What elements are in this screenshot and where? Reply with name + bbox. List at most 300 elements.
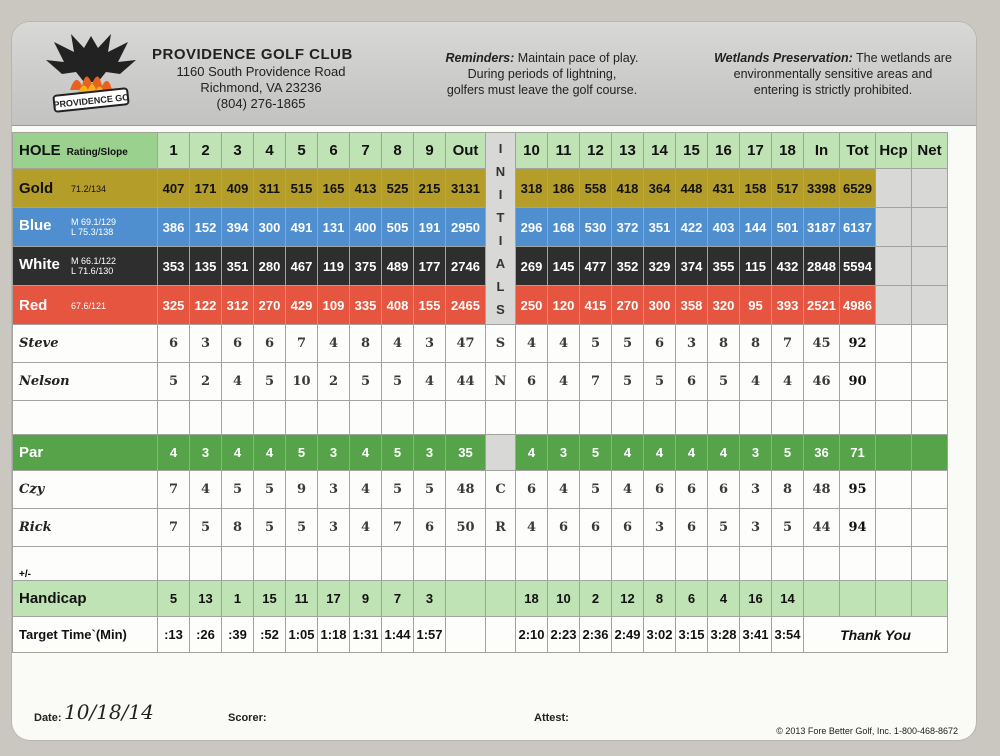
score-cell[interactable]: 6 (516, 363, 548, 401)
score-cell[interactable]: 4 (318, 325, 350, 363)
tee-rating (71, 184, 106, 194)
handicap-value: 5 (158, 581, 190, 617)
par-value: 3 (414, 435, 446, 471)
hcp-cell[interactable] (876, 325, 912, 363)
yardage: 135 (190, 247, 222, 286)
score-cell[interactable]: 5 (222, 471, 254, 509)
yardage: 144 (740, 208, 772, 247)
score-cell[interactable] (222, 401, 254, 435)
score-cell[interactable]: 4 (382, 325, 414, 363)
yardage: 131 (318, 208, 350, 247)
yardage: 300 (254, 208, 286, 247)
yardage: 120 (548, 286, 580, 325)
score-cell[interactable]: 6 (676, 363, 708, 401)
initials-letter: I (498, 140, 503, 156)
score-cell[interactable] (676, 547, 708, 581)
par-label: Par (13, 435, 158, 471)
score-cell[interactable]: 5 (254, 509, 286, 547)
score-cell[interactable] (580, 547, 612, 581)
yardage: 477 (580, 247, 612, 286)
target-time-value: 3:28 (708, 617, 740, 653)
par-value: 4 (350, 435, 382, 471)
net-cell (912, 247, 948, 286)
net-cell[interactable] (912, 325, 948, 363)
yardage: 394 (222, 208, 254, 247)
score-cell[interactable]: 2 (318, 363, 350, 401)
score-cell[interactable]: 8 (772, 471, 804, 509)
wetlands-notice (702, 50, 964, 98)
score-cell[interactable] (740, 547, 772, 581)
hcp-cell (876, 169, 912, 208)
hole-number-16: 16 (708, 133, 740, 169)
yardage: 351 (222, 247, 254, 286)
yardage: 408 (382, 286, 414, 325)
score-cell[interactable]: 5 (158, 363, 190, 401)
initials-letter: I (498, 232, 503, 248)
score-cell[interactable] (254, 547, 286, 581)
score-cell[interactable]: 4 (414, 363, 446, 401)
out-yardage: 3131 (446, 169, 486, 208)
in-score[interactable]: 44 (804, 509, 840, 547)
target-time-value: :52 (254, 617, 286, 653)
score-cell[interactable]: 4 (548, 363, 580, 401)
hole-label: HOLE (19, 142, 61, 159)
score-cell[interactable] (676, 401, 708, 435)
score-cell[interactable]: 8 (708, 325, 740, 363)
total-score[interactable]: 94 (840, 509, 876, 547)
score-cell[interactable]: 4 (190, 471, 222, 509)
handicap-value: 7 (382, 581, 414, 617)
score-cell[interactable]: 2 (190, 363, 222, 401)
score-cell[interactable]: 7 (580, 363, 612, 401)
net-cell[interactable] (912, 471, 948, 509)
score-cell[interactable] (644, 401, 676, 435)
score-cell[interactable] (516, 401, 548, 435)
yardage: 403 (708, 208, 740, 247)
score-cell[interactable]: 3 (740, 509, 772, 547)
score-cell[interactable]: 5 (254, 363, 286, 401)
yardage: 431 (708, 169, 740, 208)
yardage: 432 (772, 247, 804, 286)
target-time-spacer (486, 617, 516, 653)
out-score[interactable]: 44 (446, 363, 486, 401)
score-cell[interactable] (382, 547, 414, 581)
score-cell[interactable] (740, 401, 772, 435)
net-cell (912, 286, 948, 325)
score-cell[interactable] (446, 401, 486, 435)
score-cell[interactable]: 5 (580, 325, 612, 363)
par-in: 36 (804, 435, 840, 471)
yardage: 269 (516, 247, 548, 286)
hole-number-15: 15 (676, 133, 708, 169)
net-cell[interactable] (912, 509, 948, 547)
score-cell[interactable] (350, 401, 382, 435)
tee-rating-1: 71.2/134 (71, 184, 107, 195)
score-cell[interactable] (318, 401, 350, 435)
handicap-row (13, 581, 948, 617)
score-cell[interactable]: 5 (708, 509, 740, 547)
par-value: 4 (516, 435, 548, 471)
yardage: 119 (318, 247, 350, 286)
yardage: 517 (772, 169, 804, 208)
club-phone: (804) 276-1865 (216, 96, 306, 111)
yardage: 393 (772, 286, 804, 325)
score-cell[interactable] (158, 401, 190, 435)
copyright: © 2013 Fore Better Golf, Inc. 1-800-468-8672 (776, 726, 958, 736)
hole-number-13: 13 (612, 133, 644, 169)
initial-cell[interactable] (486, 401, 516, 435)
target-time-value: 2:23 (548, 617, 580, 653)
hole-row (13, 133, 948, 169)
target-time-value: :26 (190, 617, 222, 653)
par-value: 3 (190, 435, 222, 471)
club-name: PROVIDENCE GOLF CLUB (152, 46, 353, 63)
score-cell[interactable]: 5 (708, 363, 740, 401)
target-time-value: 1:05 (286, 617, 318, 653)
wetlands-text-3: entering is strictly prohibited. (753, 83, 913, 97)
player-row-czy (13, 471, 948, 509)
score-cell[interactable] (840, 547, 876, 581)
hole-number-18: 18 (772, 133, 804, 169)
total-yardage: 6137 (840, 208, 876, 247)
score-cell[interactable]: 6 (222, 325, 254, 363)
score-cell[interactable] (912, 401, 948, 435)
out-score[interactable]: 47 (446, 325, 486, 363)
yardage: 448 (676, 169, 708, 208)
handicap-empty (876, 581, 912, 617)
total-yardage: 4986 (840, 286, 876, 325)
tee-label: Red (19, 296, 48, 314)
par-value: 4 (612, 435, 644, 471)
handicap-value: 8 (644, 581, 676, 617)
handicap-value: 13 (190, 581, 222, 617)
attest-label: Attest: (534, 712, 569, 724)
par-out: 35 (446, 435, 486, 471)
score-cell[interactable]: 7 (286, 325, 318, 363)
yardage: 418 (612, 169, 644, 208)
initials-letter: T (496, 209, 505, 225)
out-score[interactable]: 48 (446, 471, 486, 509)
net-cell[interactable] (912, 363, 948, 401)
yardage: 152 (190, 208, 222, 247)
score-cell[interactable]: 4 (548, 471, 580, 509)
par-value: 5 (580, 435, 612, 471)
hole-number-11: 11 (548, 133, 580, 169)
score-cell[interactable] (446, 547, 486, 581)
tee-name (13, 247, 158, 286)
hole-number-17: 17 (740, 133, 772, 169)
score-cell[interactable] (876, 401, 912, 435)
score-cell[interactable]: 5 (612, 325, 644, 363)
target-time-value: 1:57 (414, 617, 446, 653)
score-cell[interactable]: 5 (580, 471, 612, 509)
score-cell[interactable] (254, 401, 286, 435)
score-cell[interactable]: 6 (676, 509, 708, 547)
net-cell (912, 169, 948, 208)
score-cell[interactable] (190, 547, 222, 581)
initials-letter: S (496, 301, 505, 317)
score-cell[interactable]: 3 (740, 471, 772, 509)
score-cell[interactable] (612, 547, 644, 581)
initial-cell[interactable] (486, 547, 516, 581)
logo-text: PROVIDENCE GC (53, 92, 130, 110)
yardage: 158 (740, 169, 772, 208)
score-cell[interactable]: 3 (414, 325, 446, 363)
hole-number-9: 9 (414, 133, 446, 169)
score-cell[interactable]: 3 (676, 325, 708, 363)
player-initial[interactable]: C (486, 471, 516, 509)
score-cell[interactable] (548, 401, 580, 435)
yardage: 109 (318, 286, 350, 325)
score-cell[interactable] (912, 547, 948, 581)
score-cell[interactable]: 6 (644, 325, 676, 363)
target-time-value: 1:31 (350, 617, 382, 653)
initials-column (486, 133, 516, 325)
score-cell[interactable] (772, 547, 804, 581)
score-cell[interactable] (644, 547, 676, 581)
player-name[interactable]: Nelson (13, 363, 158, 401)
yardage: 312 (222, 286, 254, 325)
score-cell[interactable]: 5 (772, 509, 804, 547)
player-row-rick (13, 509, 948, 547)
initials-letter: A (495, 255, 506, 271)
score-cell[interactable] (772, 401, 804, 435)
hcp-cell[interactable] (876, 509, 912, 547)
hcp-cell[interactable] (876, 471, 912, 509)
total-score[interactable]: 90 (840, 363, 876, 401)
score-cell[interactable] (804, 547, 840, 581)
player-name[interactable]: Rick (13, 509, 158, 547)
score-cell[interactable]: 5 (254, 471, 286, 509)
score-cell[interactable]: 6 (254, 325, 286, 363)
player-initial[interactable]: N (486, 363, 516, 401)
reminders-text-3: golfers must leave the golf course. (446, 83, 638, 97)
yardage: 171 (190, 169, 222, 208)
player-initial[interactable]: S (486, 325, 516, 363)
score-cell[interactable]: 6 (580, 509, 612, 547)
handicap-value: 12 (612, 581, 644, 617)
target-time-value: :13 (158, 617, 190, 653)
score-cell[interactable] (414, 401, 446, 435)
score-cell[interactable]: 4 (740, 363, 772, 401)
in-score[interactable]: 48 (804, 471, 840, 509)
hole-number-7: 7 (350, 133, 382, 169)
handicap-value: 6 (676, 581, 708, 617)
score-cell[interactable]: 5 (190, 509, 222, 547)
handicap-value: 16 (740, 581, 772, 617)
score-cell[interactable]: 5 (382, 471, 414, 509)
score-cell[interactable]: 3 (318, 471, 350, 509)
score-cell[interactable]: 8 (740, 325, 772, 363)
hole-number-14: 14 (644, 133, 676, 169)
yardage: 329 (644, 247, 676, 286)
score-cell[interactable]: 3 (318, 509, 350, 547)
par-row (13, 435, 948, 471)
tee-row-white (13, 247, 948, 286)
score-cell[interactable]: 6 (548, 509, 580, 547)
handicap-value: 11 (286, 581, 318, 617)
score-cell[interactable]: 4 (350, 471, 382, 509)
tee-rating (71, 301, 106, 311)
score-cell[interactable]: 6 (158, 325, 190, 363)
in-score[interactable]: 45 (804, 325, 840, 363)
yardage: 407 (158, 169, 190, 208)
score-cell[interactable] (708, 401, 740, 435)
score-cell[interactable]: 4 (222, 363, 254, 401)
yardage: 409 (222, 169, 254, 208)
handicap-value: 2 (580, 581, 612, 617)
tee-label: Blue (19, 217, 52, 235)
score-cell[interactable] (580, 401, 612, 435)
score-cell[interactable] (350, 547, 382, 581)
score-cell[interactable] (190, 401, 222, 435)
score-cell[interactable] (286, 547, 318, 581)
out-score[interactable]: 50 (446, 509, 486, 547)
score-cell[interactable] (158, 547, 190, 581)
in-score[interactable]: 46 (804, 363, 840, 401)
score-cell[interactable] (382, 401, 414, 435)
score-cell[interactable] (876, 547, 912, 581)
player-name[interactable]: Czy (13, 471, 158, 509)
score-cell[interactable] (414, 547, 446, 581)
target-time-out (446, 617, 486, 653)
score-cell[interactable] (516, 547, 548, 581)
hcp-cell[interactable] (876, 363, 912, 401)
score-cell[interactable]: 5 (350, 363, 382, 401)
score-cell[interactable]: 8 (350, 325, 382, 363)
yardage: 375 (350, 247, 382, 286)
score-cell[interactable]: 4 (612, 471, 644, 509)
score-cell[interactable]: 5 (414, 471, 446, 509)
scorer-label: Scorer: (228, 712, 267, 724)
score-cell[interactable]: 7 (382, 509, 414, 547)
hcp-cell (876, 247, 912, 286)
yardage: 525 (382, 169, 414, 208)
hole-number-3: 3 (222, 133, 254, 169)
target-time-value: 3:02 (644, 617, 676, 653)
tee-rating-2: L 75.3/138 (71, 227, 114, 237)
score-cell[interactable]: 5 (612, 363, 644, 401)
par-value: 4 (254, 435, 286, 471)
yardage: 122 (190, 286, 222, 325)
target-time-value: 3:15 (676, 617, 708, 653)
yardage: 358 (676, 286, 708, 325)
par-value: 4 (708, 435, 740, 471)
hcp-header: Hcp (876, 133, 912, 169)
hole-number-2: 2 (190, 133, 222, 169)
yardage: 115 (740, 247, 772, 286)
yardage: 177 (414, 247, 446, 286)
club-address (152, 64, 370, 112)
hcp-cell (876, 208, 912, 247)
yardage: 168 (548, 208, 580, 247)
yardage: 413 (350, 169, 382, 208)
yardage: 155 (414, 286, 446, 325)
score-cell[interactable]: 4 (350, 509, 382, 547)
yardage: 95 (740, 286, 772, 325)
handicap-spacer (486, 581, 516, 617)
player-initial[interactable]: R (486, 509, 516, 547)
score-cell[interactable] (708, 547, 740, 581)
target-time-value: 1:44 (382, 617, 414, 653)
yardage: 400 (350, 208, 382, 247)
score-cell[interactable]: 5 (644, 363, 676, 401)
score-cell[interactable]: 4 (516, 509, 548, 547)
tee-row-blue (13, 208, 948, 247)
score-cell[interactable]: 6 (516, 471, 548, 509)
total-score[interactable]: 95 (840, 471, 876, 509)
score-cell[interactable] (612, 401, 644, 435)
date-value: 10/18/14 (64, 700, 154, 724)
date-label: Date: (34, 712, 62, 724)
total-score[interactable]: 92 (840, 325, 876, 363)
score-cell[interactable] (222, 547, 254, 581)
score-cell[interactable]: 6 (612, 509, 644, 547)
reminders-text-2: During periods of lightning, (467, 67, 617, 81)
in-header: In (804, 133, 840, 169)
handicap-value: 17 (318, 581, 350, 617)
score-cell[interactable]: 5 (382, 363, 414, 401)
yardage: 300 (644, 286, 676, 325)
score-cell[interactable] (840, 401, 876, 435)
score-cell[interactable]: 10 (286, 363, 318, 401)
score-cell[interactable] (286, 401, 318, 435)
score-cell[interactable]: 7 (158, 471, 190, 509)
score-cell[interactable]: 6 (708, 471, 740, 509)
yardage: 325 (158, 286, 190, 325)
player-name[interactable]: Steve (13, 325, 158, 363)
score-cell[interactable]: 6 (414, 509, 446, 547)
rating-slope-label: Rating/Slope (66, 147, 128, 158)
score-cell[interactable]: 7 (158, 509, 190, 547)
yardage: 491 (286, 208, 318, 247)
score-cell[interactable]: 4 (516, 325, 548, 363)
score-cell[interactable]: 6 (676, 471, 708, 509)
target-time-value: 2:10 (516, 617, 548, 653)
handicap-value: 14 (772, 581, 804, 617)
scorecard-footer (12, 700, 976, 740)
score-cell[interactable]: 5 (286, 509, 318, 547)
score-cell[interactable]: 4 (772, 363, 804, 401)
handicap-value: 4 (708, 581, 740, 617)
score-cell[interactable]: 6 (644, 471, 676, 509)
score-cell[interactable]: 4 (548, 325, 580, 363)
hole-number-12: 12 (580, 133, 612, 169)
yardage: 515 (286, 169, 318, 208)
score-cell[interactable]: 8 (222, 509, 254, 547)
yardage: 467 (286, 247, 318, 286)
score-cell[interactable]: 7 (772, 325, 804, 363)
handicap-value: 9 (350, 581, 382, 617)
par-value: 4 (158, 435, 190, 471)
score-cell[interactable] (318, 547, 350, 581)
yardage: 558 (580, 169, 612, 208)
score-cell[interactable]: 3 (190, 325, 222, 363)
hole-header (13, 133, 158, 169)
score-cell[interactable] (548, 547, 580, 581)
yardage: 186 (548, 169, 580, 208)
tee-name (13, 286, 158, 325)
yardage: 353 (158, 247, 190, 286)
yardage: 335 (350, 286, 382, 325)
yardage: 372 (612, 208, 644, 247)
hole-number-1: 1 (158, 133, 190, 169)
score-cell[interactable]: 3 (644, 509, 676, 547)
par-value: 4 (676, 435, 708, 471)
plus-minus-row-label: +/- (13, 547, 158, 581)
score-cell[interactable]: 9 (286, 471, 318, 509)
score-cell[interactable] (804, 401, 840, 435)
